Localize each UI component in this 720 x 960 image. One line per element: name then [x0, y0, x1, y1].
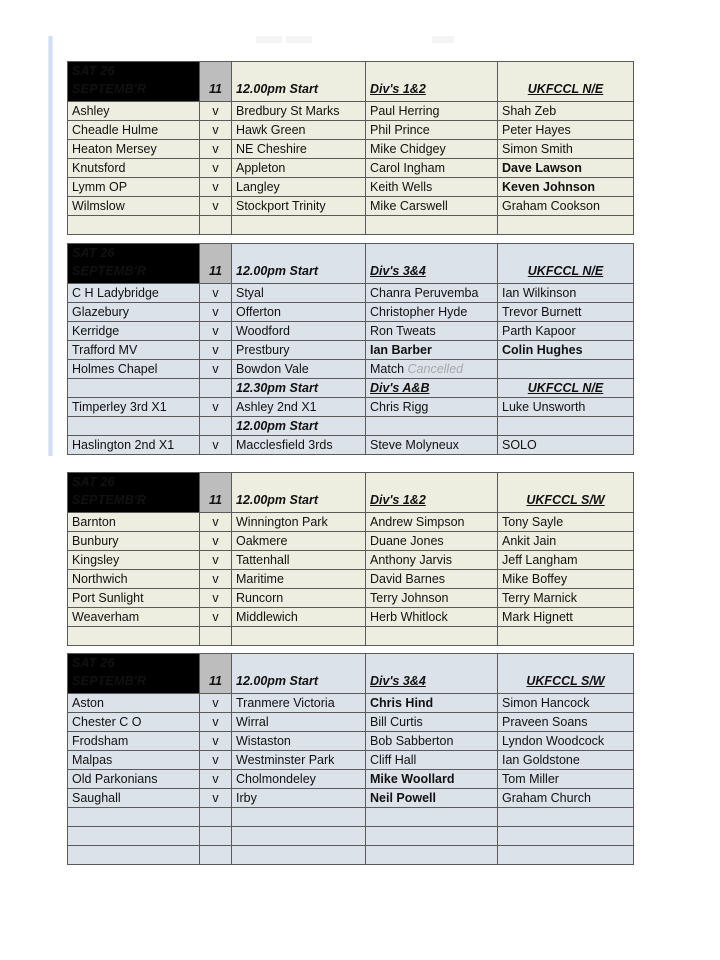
- home-team: [68, 808, 200, 827]
- block-division: Div's 1&2: [366, 62, 498, 102]
- home-team: Frodsham: [68, 732, 200, 751]
- versus-label: v: [200, 102, 232, 121]
- scan-artifact: [256, 36, 282, 43]
- organiser-name: Steve Molyneux: [366, 436, 498, 455]
- organiser-name: Keith Wells: [366, 178, 498, 197]
- versus-label: v: [200, 284, 232, 303]
- versus-label: v: [200, 732, 232, 751]
- home-team: Saughall: [68, 789, 200, 808]
- sub-header-row: [68, 417, 634, 436]
- away-team: Bredbury St Marks: [232, 102, 366, 121]
- league-contact: [498, 627, 634, 646]
- home-team: Kerridge: [68, 322, 200, 341]
- away-team: Woodford: [232, 322, 366, 341]
- organiser-name: Chanra Peruvemba: [366, 284, 498, 303]
- organiser-name: Phil Prince: [366, 121, 498, 140]
- block-date-line1: SAT 26: [72, 64, 115, 78]
- scan-artifact: [286, 36, 312, 43]
- organiser-name: Ian Barber: [366, 341, 498, 360]
- fixture-row: [68, 789, 634, 808]
- organiser-name: [366, 808, 498, 827]
- versus-label: v: [200, 436, 232, 455]
- block-league: UKFCCL S/W: [498, 473, 634, 513]
- league-contact: Graham Cookson: [498, 197, 634, 216]
- versus-label: v: [200, 197, 232, 216]
- block-date-line1: SAT 26: [72, 475, 115, 489]
- organiser-name: Cliff Hall: [366, 751, 498, 770]
- fixture-row: [68, 532, 634, 551]
- block-start-time: 12.00pm Start: [232, 244, 366, 284]
- scan-artifact: [432, 36, 454, 43]
- empty-row: [68, 627, 634, 646]
- block-date-line1: SAT 26: [72, 656, 115, 670]
- empty-row: [68, 808, 634, 827]
- league-contact: Parth Kapoor: [498, 322, 634, 341]
- versus-label: v: [200, 360, 232, 379]
- league-contact: [498, 827, 634, 846]
- sub-header-start-time: 12.30pm Start: [232, 379, 366, 398]
- block-division: Div's 3&4: [366, 654, 498, 694]
- home-team: Heaton Mersey: [68, 140, 200, 159]
- fixture-row: [68, 341, 634, 360]
- block-league: UKFCCL S/W: [498, 654, 634, 694]
- fixture-row: [68, 178, 634, 197]
- home-team: Old Parkonians: [68, 770, 200, 789]
- block-start-time: 12.00pm Start: [232, 654, 366, 694]
- league-contact: Simon Hancock: [498, 694, 634, 713]
- fixture-row: [68, 197, 634, 216]
- fixture-block: [67, 61, 634, 235]
- versus-label: v: [200, 713, 232, 732]
- home-team: [68, 827, 200, 846]
- away-team: Maritime: [232, 570, 366, 589]
- fixture-row: [68, 140, 634, 159]
- versus-label: v: [200, 608, 232, 627]
- fixture-row: [68, 102, 634, 121]
- fixture-row: [68, 159, 634, 178]
- fixture-row: [68, 694, 634, 713]
- organiser-name: [366, 846, 498, 865]
- fixture-row: [68, 398, 634, 417]
- away-team: Prestbury: [232, 341, 366, 360]
- organiser-name: Herb Whitlock: [366, 608, 498, 627]
- away-team: Winnington Park: [232, 513, 366, 532]
- away-team: [232, 808, 366, 827]
- league-contact: Colin Hughes: [498, 341, 634, 360]
- versus-label: [200, 216, 232, 235]
- league-contact: Graham Church: [498, 789, 634, 808]
- organiser-name: [366, 627, 498, 646]
- block-date-cell: [68, 473, 200, 513]
- block-date-line2: SEPTEMB'R: [72, 674, 147, 688]
- away-team: [232, 827, 366, 846]
- block-start-time: 12.00pm Start: [232, 62, 366, 102]
- home-team: Glazebury: [68, 303, 200, 322]
- away-team: Westminster Park: [232, 751, 366, 770]
- league-contact: Lyndon Woodcock: [498, 732, 634, 751]
- versus-label: v: [200, 159, 232, 178]
- league-contact: Luke Unsworth: [498, 398, 634, 417]
- empty-row: [68, 846, 634, 865]
- fixtures-table: [67, 472, 634, 646]
- home-team: Wilmslow: [68, 197, 200, 216]
- league-contact: Dave Lawson: [498, 159, 634, 178]
- sub-header-spacer: [68, 417, 200, 436]
- sub-header-row: [68, 379, 634, 398]
- fixture-row: [68, 121, 634, 140]
- organiser-name: Mike Carswell: [366, 197, 498, 216]
- versus-label: v: [200, 121, 232, 140]
- away-team: NE Cheshire: [232, 140, 366, 159]
- away-team: Runcorn: [232, 589, 366, 608]
- organiser-name: Anthony Jarvis: [366, 551, 498, 570]
- away-team: Tattenhall: [232, 551, 366, 570]
- away-team: [232, 216, 366, 235]
- organiser-name: [366, 216, 498, 235]
- fixture-row: [68, 360, 634, 379]
- block-start-time: 12.00pm Start: [232, 473, 366, 513]
- block-division: Div's 1&2: [366, 473, 498, 513]
- home-team: Cheadle Hulme: [68, 121, 200, 140]
- home-team: Chester C O: [68, 713, 200, 732]
- league-contact: Ankit Jain: [498, 532, 634, 551]
- versus-label: v: [200, 398, 232, 417]
- fixture-row: [68, 513, 634, 532]
- sub-header-spacer: [200, 417, 232, 436]
- fixture-block: [67, 472, 634, 646]
- league-contact: Ian Goldstone: [498, 751, 634, 770]
- versus-label: [200, 827, 232, 846]
- home-team: [68, 627, 200, 646]
- organiser-name: Chris Rigg: [366, 398, 498, 417]
- block-header-row: [68, 62, 634, 102]
- versus-label: v: [200, 140, 232, 159]
- away-team: Ashley 2nd X1: [232, 398, 366, 417]
- league-contact: [498, 360, 634, 379]
- home-team: [68, 216, 200, 235]
- league-contact: Tony Sayle: [498, 513, 634, 532]
- organiser-name: Christopher Hyde: [366, 303, 498, 322]
- block-header-row: [68, 654, 634, 694]
- versus-label: v: [200, 532, 232, 551]
- versus-label: [200, 808, 232, 827]
- fixtures-table: [67, 243, 634, 455]
- empty-row: [68, 216, 634, 235]
- fixture-row: [68, 713, 634, 732]
- fixture-row: [68, 732, 634, 751]
- versus-label: v: [200, 589, 232, 608]
- home-team: Timperley 3rd X1: [68, 398, 200, 417]
- organiser-name: Mike Chidgey: [366, 140, 498, 159]
- block-league: UKFCCL N/E: [498, 62, 634, 102]
- away-team: [232, 627, 366, 646]
- versus-label: v: [200, 789, 232, 808]
- league-contact: Jeff Langham: [498, 551, 634, 570]
- organiser-name: Paul Herring: [366, 102, 498, 121]
- league-contact: [498, 216, 634, 235]
- block-date-line2: SEPTEMB'R: [72, 264, 147, 278]
- block-league: UKFCCL N/E: [498, 244, 634, 284]
- league-contact: [498, 846, 634, 865]
- block-date-line2: SEPTEMB'R: [72, 493, 147, 507]
- league-contact: Simon Smith: [498, 140, 634, 159]
- organiser-name: Andrew Simpson: [366, 513, 498, 532]
- home-team: Knutsford: [68, 159, 200, 178]
- sub-header-league: [498, 417, 634, 436]
- block-date-cell: [68, 62, 200, 102]
- away-team: Oakmere: [232, 532, 366, 551]
- away-team: Bowdon Vale: [232, 360, 366, 379]
- fixtures-table: [67, 61, 634, 235]
- away-team: Irby: [232, 789, 366, 808]
- away-team: Wirral: [232, 713, 366, 732]
- fixture-row: [68, 436, 634, 455]
- home-team: Barnton: [68, 513, 200, 532]
- fixture-row: [68, 770, 634, 789]
- league-contact: SOLO: [498, 436, 634, 455]
- home-team: Aston: [68, 694, 200, 713]
- fixture-row: [68, 608, 634, 627]
- away-team: Stockport Trinity: [232, 197, 366, 216]
- home-team: Northwich: [68, 570, 200, 589]
- home-team: Ashley: [68, 102, 200, 121]
- block-date-line2: SEPTEMB'R: [72, 82, 147, 96]
- league-contact: Praveen Soans: [498, 713, 634, 732]
- home-team: Weaverham: [68, 608, 200, 627]
- versus-label: v: [200, 513, 232, 532]
- organiser-name: Chris Hind: [366, 694, 498, 713]
- home-team: Holmes Chapel: [68, 360, 200, 379]
- organiser-name: Duane Jones: [366, 532, 498, 551]
- away-team: Styal: [232, 284, 366, 303]
- organiser-name: [366, 827, 498, 846]
- league-contact: Trevor Burnett: [498, 303, 634, 322]
- block-division: Div's 3&4: [366, 244, 498, 284]
- versus-label: v: [200, 751, 232, 770]
- versus-label: v: [200, 303, 232, 322]
- organiser-name: Bill Curtis: [366, 713, 498, 732]
- home-team: C H Ladybridge: [68, 284, 200, 303]
- home-team: Trafford MV: [68, 341, 200, 360]
- fixture-row: [68, 589, 634, 608]
- sub-header-league: UKFCCL N/E: [498, 379, 634, 398]
- sub-header-spacer: [200, 379, 232, 398]
- organiser-name: David Barnes: [366, 570, 498, 589]
- block-team-size: 11: [200, 654, 232, 694]
- away-team: Appleton: [232, 159, 366, 178]
- fixture-row: [68, 751, 634, 770]
- block-header-row: [68, 244, 634, 284]
- fixture-row: [68, 303, 634, 322]
- league-contact: Tom Miller: [498, 770, 634, 789]
- fixtures-table: [67, 653, 634, 865]
- block-team-size: 11: [200, 473, 232, 513]
- organiser-name: Match Cancelled: [366, 360, 498, 379]
- home-team: Haslington 2nd X1: [68, 436, 200, 455]
- fixture-block: [67, 243, 634, 455]
- fixture-row: [68, 284, 634, 303]
- block-date-cell: [68, 244, 200, 284]
- versus-label: v: [200, 570, 232, 589]
- organiser-name: Neil Powell: [366, 789, 498, 808]
- sub-header-start-time: 12.00pm Start: [232, 417, 366, 436]
- away-team: Cholmondeley: [232, 770, 366, 789]
- block-header-row: [68, 473, 634, 513]
- league-contact: [498, 808, 634, 827]
- page-left-rule: [48, 36, 53, 456]
- league-contact: Peter Hayes: [498, 121, 634, 140]
- versus-label: v: [200, 322, 232, 341]
- league-contact: Mark Hignett: [498, 608, 634, 627]
- versus-label: v: [200, 770, 232, 789]
- block-date-cell: [68, 654, 200, 694]
- home-team: Malpas: [68, 751, 200, 770]
- block-team-size: 11: [200, 62, 232, 102]
- fixture-row: [68, 551, 634, 570]
- versus-label: v: [200, 178, 232, 197]
- fixture-row: [68, 322, 634, 341]
- away-team: [232, 846, 366, 865]
- block-date-line1: SAT 26: [72, 246, 115, 260]
- sub-header-division: [366, 417, 498, 436]
- away-team: Offerton: [232, 303, 366, 322]
- home-team: Bunbury: [68, 532, 200, 551]
- home-team: Kingsley: [68, 551, 200, 570]
- sub-header-division: Div's A&B: [366, 379, 498, 398]
- league-contact: Terry Marnick: [498, 589, 634, 608]
- away-team: Macclesfield 3rds: [232, 436, 366, 455]
- versus-label: [200, 627, 232, 646]
- block-team-size: 11: [200, 244, 232, 284]
- home-team: [68, 846, 200, 865]
- versus-label: [200, 846, 232, 865]
- fixture-block: [67, 653, 634, 865]
- home-team: Lymm OP: [68, 178, 200, 197]
- fixture-row: [68, 570, 634, 589]
- versus-label: v: [200, 341, 232, 360]
- sub-header-spacer: [68, 379, 200, 398]
- organiser-name: Bob Sabberton: [366, 732, 498, 751]
- away-team: Langley: [232, 178, 366, 197]
- away-team: Wistaston: [232, 732, 366, 751]
- away-team: Hawk Green: [232, 121, 366, 140]
- league-contact: Mike Boffey: [498, 570, 634, 589]
- league-contact: Keven Johnson: [498, 178, 634, 197]
- league-contact: Shah Zeb: [498, 102, 634, 121]
- organiser-name: Terry Johnson: [366, 589, 498, 608]
- away-team: Tranmere Victoria: [232, 694, 366, 713]
- league-contact: Ian Wilkinson: [498, 284, 634, 303]
- home-team: Port Sunlight: [68, 589, 200, 608]
- versus-label: v: [200, 551, 232, 570]
- organiser-name: Mike Woollard: [366, 770, 498, 789]
- organiser-name: Carol Ingham: [366, 159, 498, 178]
- versus-label: v: [200, 694, 232, 713]
- organiser-name: Ron Tweats: [366, 322, 498, 341]
- empty-row: [68, 827, 634, 846]
- away-team: Middlewich: [232, 608, 366, 627]
